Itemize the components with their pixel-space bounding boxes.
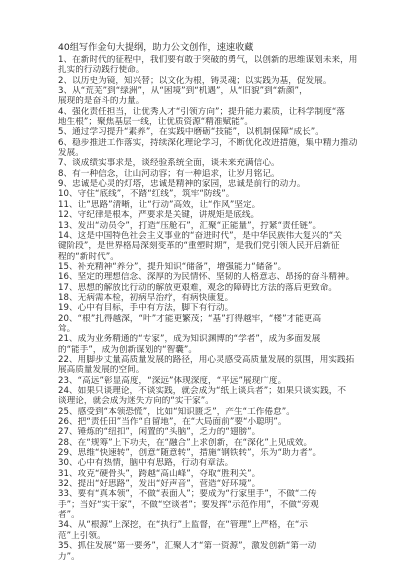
document-line: 34、从“根源”上深挖，在“执行”上监督，在“管理”上严格，在“示	[58, 520, 309, 531]
document-line: 程的“新时代”。	[58, 251, 119, 262]
document-line: 31、攻克“硬骨头”，跨越“高山峰”，夺取“胜利关”。	[58, 468, 261, 479]
document-line: 10、守住“底线”，不踏“红线”，筑牢“防线”。	[58, 189, 235, 200]
document-line: 6、稳步推进工作落实，持续深化理论学习，不断优化改进措施，集中精力推动	[58, 137, 358, 148]
document-line: 1、在新时代的征程中，我们要有敢于突破的勇气，以创新的思维谋划未来，用	[58, 55, 358, 65]
document-line: 力”。	[58, 551, 80, 562]
document-body	[58, 55, 370, 562]
document-line: 手”；当好“实干家”，不做“空谈者”；要发挥“示范作用”，不做“旁观	[58, 499, 319, 510]
document-line: 20、“根”扎得越深，“叶”才能更繁茂；“基”打得越牢，“楼”才能更高	[58, 313, 322, 324]
document-line: 范”上引领。	[58, 530, 106, 541]
document-line: 22、用脚步丈量高质量发展的路径，用心灵感受高质量发展的氛围，用实践拓	[58, 354, 355, 365]
document-line: 25、感受到“本领恐慌”，比如“知识匮乏”，产生“工作倦怠”。	[58, 406, 295, 417]
document-line: 12、守纪律是根本，严要求是关键，讲规矩是底线。	[58, 210, 260, 221]
document-line: 2、以历史为镜，知兴替；以文化为根，铸灵魂；以实践为基，促发展。	[58, 75, 332, 86]
document-title: 40组写作金句大提纲，助力公文创作，速速收藏	[58, 42, 254, 53]
document-line: 32、提出“好思路”，发出“好声音”，营造“好环境”。	[58, 479, 261, 490]
document-line: 28、在“规筹”上下功夫，在“融合”上求创新，在“深化”上见成效。	[58, 437, 313, 448]
document-line: 者”。	[58, 510, 80, 521]
document-line: 5、通过学习提升“素养”，在实践中磨砺“技能”，以机制保障“成长”。	[58, 127, 324, 138]
document-line: 30、心中有热情，脑中有思路，行动有章法。	[58, 458, 234, 469]
document-line: 的“能手”，成为创新谋划的“智囊”。	[58, 344, 198, 355]
document-line: 7、谈成绩实事求是，谈经验系统全面，谈未来充满信心。	[58, 158, 280, 169]
document-line: 24、如果只谈理论，不谈实践，就会成为“纸上谈兵者”；如果只谈实践，不	[58, 386, 346, 396]
document-line: 4、强化责任担当，让优秀人才“引领方向”；提升能力素质，让科学制度“落	[58, 106, 345, 117]
document-line: 9、忠诚是心灵的灯塔，忠诚是精神的家园，忠诚是前行的动力。	[58, 179, 306, 190]
document-line: 11、让“思路”清晰，让“行动”高效，让“作风”坚定。	[58, 199, 261, 210]
document-line: 35、抓住发展“第一要务”，汇聚人才“第一资源”，激发创新“第一动	[58, 541, 317, 552]
document-line: 23、“高远”彰显高度，“深远”体现深度，“平远”展现广度。	[58, 375, 287, 386]
document-line: 展高质量发展的空间。	[58, 365, 145, 376]
document-line: 17、思想的解放比行动的解放更艰难，观念的障碍比方法的落后更致命。	[58, 282, 337, 293]
document-line: 18、无病需本检，初病早治疗，有病快康复。	[58, 292, 234, 303]
document-line: 19、心中有目标，手中有方法，脚下有行动。	[58, 303, 234, 314]
document-line: 29、思维“快速转”，创意“随意转”，措施“钢铁转”，乐为“助力者”。	[58, 448, 322, 459]
document-line: 键阶段”，是世界格局深刻变革的“重塑时期”，是我们党引领人民开启新征	[58, 241, 340, 252]
document-line: 8、有一种信念，让山河动容；有一种追求，让岁月铭记。	[58, 168, 280, 179]
document-line: 地生根”；聚焦基层一线，让优质资源“精准赋能”。	[58, 117, 254, 128]
document-line: 扎实的行动践行使命。	[58, 65, 145, 76]
document-line: 展现的是奋斗的力量。	[58, 96, 145, 107]
document-line: 33、要有“真本领”，不做“表面人”；要成为“行家里手”，不做“二传	[58, 489, 317, 500]
document-line: 耸。	[58, 323, 76, 334]
document-line: 21、成为业务精通的“专家”，成为知识渊博的“学者”，成为多面发展	[58, 334, 321, 345]
document-line: 3、从“荒芜”到“绿洲”，从“困境”到“机遇”，从“旧貌”到“新颜”，	[58, 86, 308, 97]
document-line: 15、补充精神“养分”，提升知识“储备”，增强能力“储备”。	[58, 261, 287, 272]
document-line: 27、锤炼的“纽扣”，闲置的“头脑”，乏力的“翅膀”。	[58, 427, 261, 438]
document-line: 发展。	[58, 148, 84, 159]
document-line: 谈理论，就会成为迷失方向的“实干家”。	[58, 396, 214, 407]
document-line: 14、这是中国特色社会主义事业的“奋进时代”，是中华民族伟大复兴的“关	[58, 230, 342, 241]
document-line: 26、把“责任田”当作“自留地”，在“大局面前”要“小聪明”。	[58, 417, 287, 428]
document-line: 16、坚定的理想信念、深厚的为民情怀、坚韧的人格意志、昂扬的奋斗精神。	[58, 272, 355, 283]
document-line: 13、发出“动员令”，打造“压舱石”，汇聚“正能量”，拧紧“责任链”。	[58, 220, 322, 231]
